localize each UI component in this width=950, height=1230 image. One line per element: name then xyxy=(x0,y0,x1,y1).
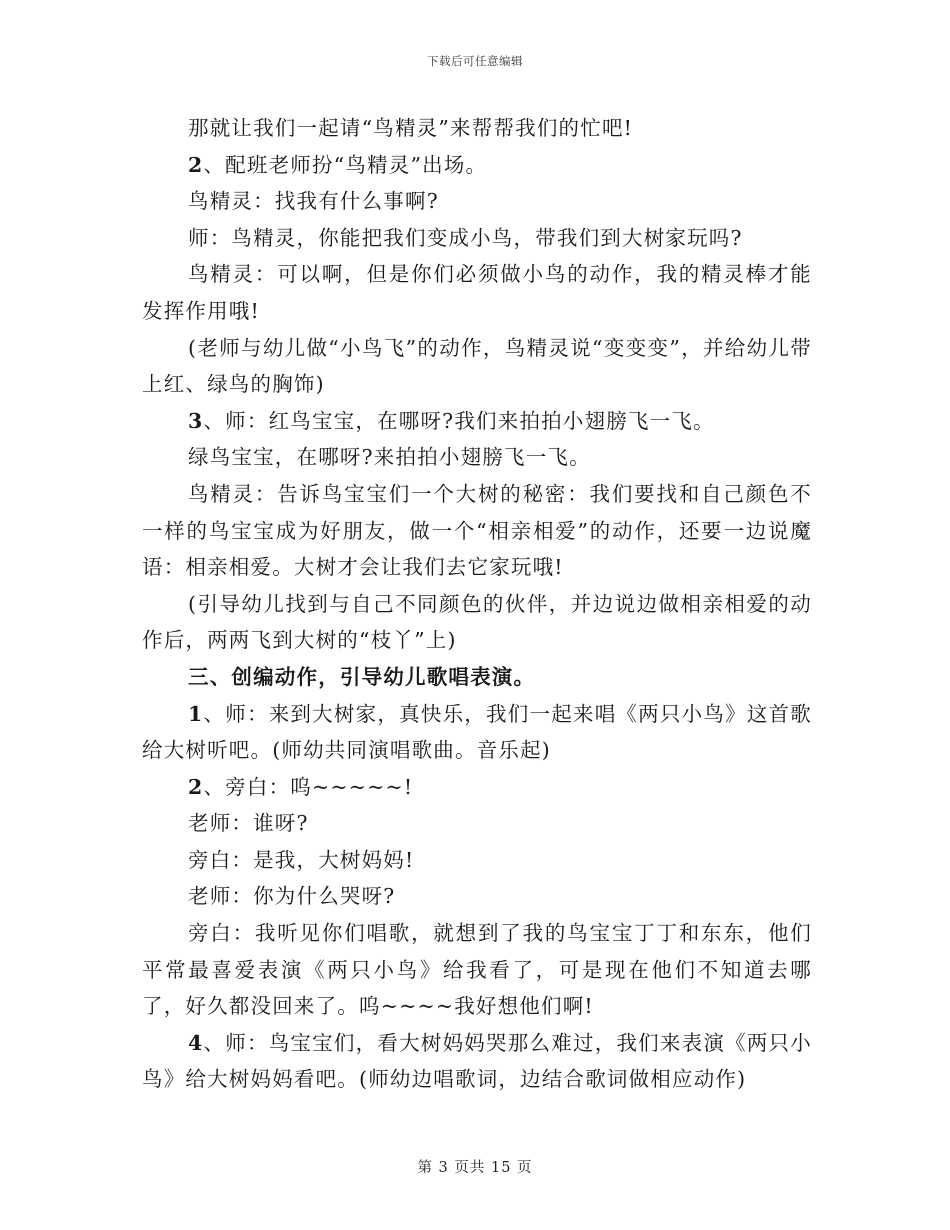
paragraph-text: 绿鸟宝宝，在哪呀?来拍拍小翅膀飞一飞。 xyxy=(188,445,591,470)
section-heading xyxy=(142,659,812,696)
paragraph xyxy=(142,439,812,476)
paragraph xyxy=(142,183,812,220)
paragraph xyxy=(142,586,812,659)
paragraph xyxy=(142,220,812,257)
paragraph-text: 师：鸟精灵，你能把我们变成小鸟，带我们到大树家玩吗? xyxy=(188,225,743,250)
paragraph xyxy=(142,769,812,806)
paragraph xyxy=(142,147,812,184)
paragraph-text: 鸟精灵：可以啊，但是你们必须做小鸟的动作，我的精灵棒才能发挥作用哦! xyxy=(142,262,812,323)
paragraph xyxy=(142,696,812,769)
paragraph-text: 、旁白：呜~~~~~! xyxy=(203,774,414,799)
paragraph xyxy=(142,805,812,842)
paragraph-text: 鸟精灵：告诉鸟宝宝们一个大树的秘密：我们要找和自己颜色不一样的鸟宝宝成为好朋友，做一个“相亲相爱”的动作，还要一边说魔语：相亲相爱。大树才会让我们去它家玩哦! xyxy=(142,481,812,580)
page-header: 下载后可任意编辑 xyxy=(427,54,523,68)
paragraph-number: 2 xyxy=(188,774,204,799)
paragraph-text: (老师与幼儿做“小鸟飞”的动作，鸟精灵说“变变变”，并给幼儿带上红、绿鸟的胸饰) xyxy=(142,335,812,397)
paragraph xyxy=(142,256,812,329)
paragraph xyxy=(142,1025,812,1098)
paragraph-text: 老师：谁呀? xyxy=(188,811,309,836)
paragraph-text: (引导幼儿找到与自己不同颜色的伙伴，并边说边做相亲相爱的动作后，两两飞到大树的“枝丫”上) xyxy=(142,591,812,653)
paragraph xyxy=(142,842,812,879)
paragraph-text: 旁白：是我，大树妈妈! xyxy=(188,847,415,872)
paragraph-number: 4 xyxy=(188,1030,204,1055)
paragraph-number: 3 xyxy=(188,408,204,433)
paragraph xyxy=(142,878,812,915)
paragraph-text: 旁白：我听见你们唱歌，就想到了我的鸟宝宝丁丁和东东，他们平常最喜爱表演《两只小鸟》给我看了，可是现在他们不知道去哪了，好久都没回来了。呜~~~~我好想他们啊! xyxy=(142,921,812,1019)
paragraph-text: 、师：鸟宝宝们，看大树妈妈哭那么难过，我们来表演《两只小鸟》给大树妈妈看吧。(师幼边唱歌词，边结合歌词做相应动作) xyxy=(142,1030,812,1092)
document-body xyxy=(142,110,812,1098)
page-footer: 第 3 页共 15 页 xyxy=(417,1160,533,1176)
paragraph-text: 那就让我们一起请“鸟精灵”来帮帮我们的忙吧! xyxy=(188,116,634,140)
paragraph xyxy=(142,915,812,1025)
paragraph-text: 、师：红鸟宝宝，在哪呀?我们来拍拍小翅膀飞一飞。 xyxy=(203,408,715,433)
paragraph xyxy=(142,476,812,586)
paragraph-text: 老师：你为什么哭呀? xyxy=(188,884,396,909)
paragraph-text: 鸟精灵：找我有什么事啊? xyxy=(188,189,439,214)
paragraph-text: 三、创编动作，引导幼儿歌唱表演。 xyxy=(188,664,536,689)
paragraph xyxy=(142,403,812,440)
paragraph-number: 2 xyxy=(188,152,204,177)
paragraph-number: 1 xyxy=(188,701,204,726)
paragraph xyxy=(142,330,812,403)
paragraph-text: 、配班老师扮“鸟精灵”出场。 xyxy=(203,152,488,177)
paragraph xyxy=(142,110,812,147)
paragraph-text: 、师：来到大树家，真快乐，我们一起来唱《两只小鸟》这首歌给大树听吧。(师幼共同演唱歌曲。音乐起) xyxy=(142,701,812,763)
